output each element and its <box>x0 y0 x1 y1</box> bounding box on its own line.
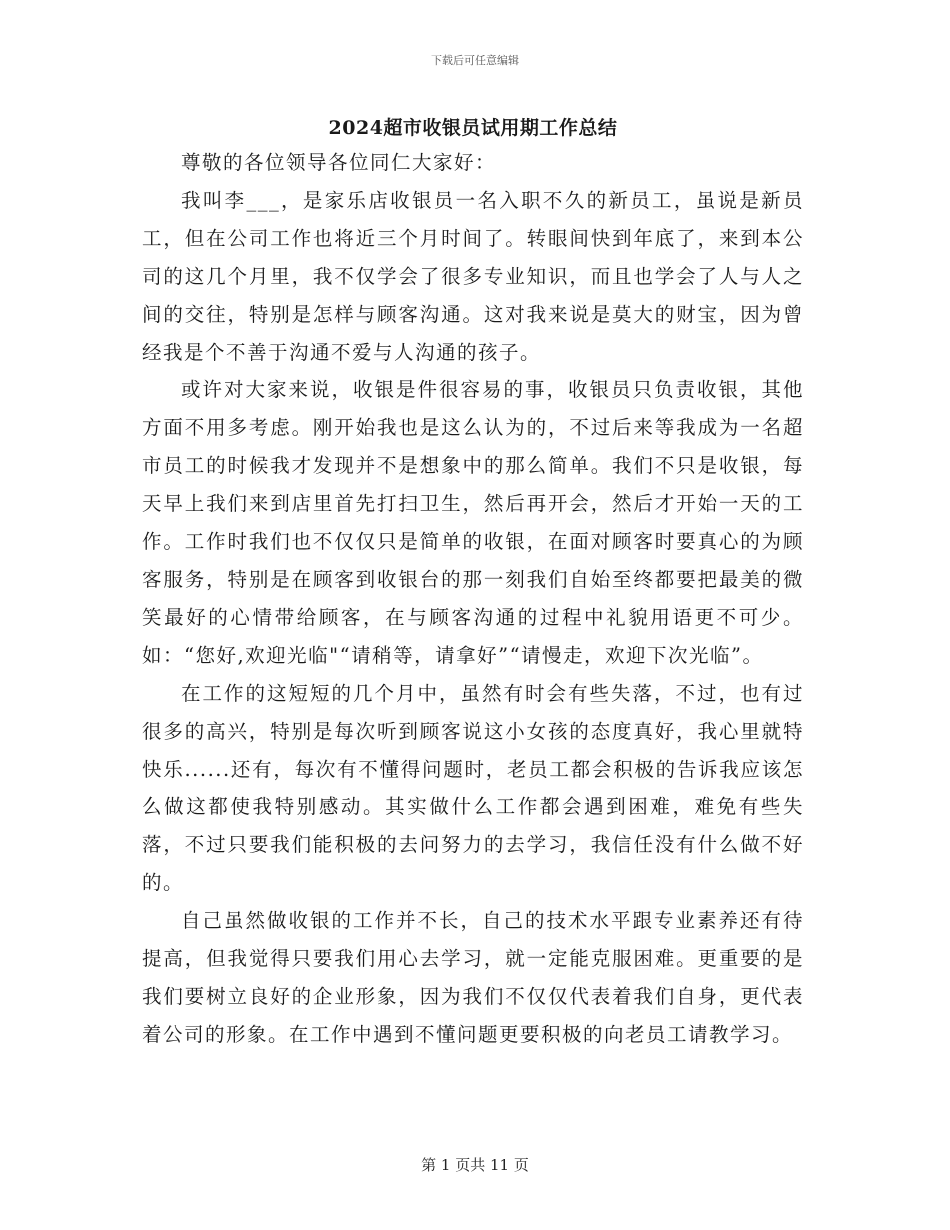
document-title: 2024超市收银员试用期工作总结 <box>328 117 618 139</box>
paragraph: 或许对大家来说，收银是件很容易的事，收银员只负责收银，其他方面不用多考虑。刚开始我也是这么认为的，不过后来等我成为一名超市员工的时候我才发现并不是想象中的那么简单。我们不只是收银，每天早上我们来到店里首先打扫卫生，然后再开会，然后才开始一天的工作。工作时我们也不仅仅只是简单的收银，在面对顾客时要真心的为顾客服务，特别是在顾客到收银台的那一刻我们自始至终都要把最美的微笑最好的心情带给顾客，在与顾客沟通的过程中礼貌用语更不可少。如：“您好,欢迎光临"“请稍等，请拿好”“请慢走，欢迎下次光临”。 <box>142 378 804 667</box>
document-body <box>142 144 804 1054</box>
page-header-note: 下载后可任意编辑 <box>431 54 519 67</box>
page-number: 第 1 页共 11 页 <box>421 1156 529 1174</box>
paragraph-greeting: 尊敬的各位领导各位同仁大家好： <box>181 151 497 174</box>
paragraph: 我叫李___，是家乐店收银员一名入职不久的新员工，虽说是新员工，但在公司工作也将近三个月时间了。转眼间快到年底了，来到本公司的这几个月里，我不仅学会了很多专业知识，而且也学会了人与人之间的交往，特别是怎样与顾客沟通。这对我来说是莫大的财宝，因为曾经我是个不善于沟通不爱与人沟通的孩子。 <box>142 188 804 364</box>
paragraph: 在工作的这短短的几个月中，虽然有时会有些失落，不过，也有过很多的高兴，特别是每次听到顾客说这小女孩的态度真好，我心里就特快乐......还有，每次有不懂得问题时，老员工都会积极的告诉我应该怎么做这都使我特别感动。其实做什么工作都会遇到困难，难免有些失落，不过只要我们能积极的去问努力的去学习，我信任没有什么做不好的。 <box>142 681 804 895</box>
paragraph: 自己虽然做收银的工作并不长，自己的技术水平跟专业素养还有待提高，但我觉得只要我们用心去学习，就一定能克服困难。更重要的是我们要树立良好的企业形象，因为我们不仅仅代表着我们自身，更代表着公司的形象。在工作中遇到不懂问题更要积极的向老员工请教学习。 <box>142 909 804 1046</box>
